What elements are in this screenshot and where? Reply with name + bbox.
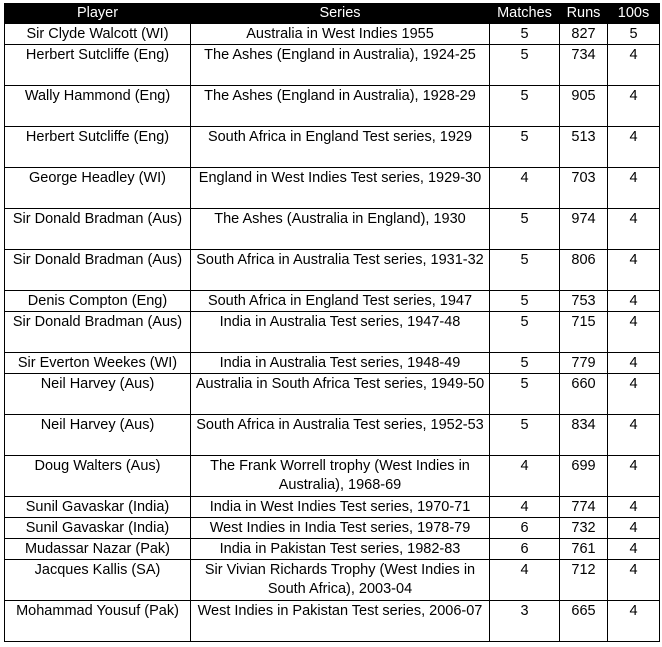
cell-player: Neil Harvey (Aus) [5, 374, 191, 415]
table-row [5, 353, 660, 374]
table-row [5, 415, 660, 456]
table-row [5, 539, 660, 560]
cell-player: Neil Harvey (Aus) [5, 415, 191, 456]
cell-100s: 4 [608, 291, 660, 312]
cell-series: Sir Vivian Richards Trophy (West Indies in South Africa), 2003-04 [191, 560, 490, 601]
cell-matches: 5 [490, 209, 560, 250]
header-series: Series [191, 4, 490, 24]
table-row [5, 86, 660, 127]
table-row [5, 312, 660, 353]
cell-series: South Africa in England Test series, 1929 [191, 127, 490, 168]
cell-matches: 5 [490, 374, 560, 415]
cell-player: Wally Hammond (Eng) [5, 86, 191, 127]
cell-runs: 513 [560, 127, 608, 168]
cell-matches: 4 [490, 456, 560, 497]
cell-runs: 779 [560, 353, 608, 374]
cell-player: Jacques Kallis (SA) [5, 560, 191, 601]
cell-player: Sir Clyde Walcott (WI) [5, 24, 191, 45]
cell-series: India in Pakistan Test series, 1982-83 [191, 539, 490, 560]
cell-player: Sir Donald Bradman (Aus) [5, 209, 191, 250]
cell-matches: 5 [490, 415, 560, 456]
cell-series: Australia in South Africa Test series, 1949-50 [191, 374, 490, 415]
cell-player: Mudassar Nazar (Pak) [5, 539, 191, 560]
cell-runs: 665 [560, 601, 608, 642]
cell-100s: 4 [608, 415, 660, 456]
cell-100s: 4 [608, 209, 660, 250]
table-row [5, 601, 660, 642]
cell-matches: 6 [490, 539, 560, 560]
cell-series: South Africa in Australia Test series, 1931-32 [191, 250, 490, 291]
cell-100s: 4 [608, 374, 660, 415]
cell-100s: 4 [608, 127, 660, 168]
cell-matches: 3 [490, 601, 560, 642]
cell-100s: 4 [608, 560, 660, 601]
cell-100s: 4 [608, 353, 660, 374]
cell-runs: 827 [560, 24, 608, 45]
cell-player: Sir Donald Bradman (Aus) [5, 312, 191, 353]
cell-player: George Headley (WI) [5, 168, 191, 209]
cell-matches: 6 [490, 518, 560, 539]
cell-runs: 715 [560, 312, 608, 353]
cell-runs: 699 [560, 456, 608, 497]
cell-runs: 703 [560, 168, 608, 209]
cell-player: Sunil Gavaskar (India) [5, 518, 191, 539]
table-row [5, 24, 660, 45]
cell-100s: 4 [608, 250, 660, 291]
cell-player: Denis Compton (Eng) [5, 291, 191, 312]
cell-player: Sir Everton Weekes (WI) [5, 353, 191, 374]
header-row [5, 4, 660, 24]
cell-matches: 5 [490, 24, 560, 45]
cell-series: South Africa in England Test series, 1947 [191, 291, 490, 312]
cell-100s: 5 [608, 24, 660, 45]
cell-100s: 4 [608, 518, 660, 539]
table-row [5, 45, 660, 86]
cell-100s: 4 [608, 45, 660, 86]
cell-100s: 4 [608, 86, 660, 127]
cell-runs: 806 [560, 250, 608, 291]
cell-100s: 4 [608, 539, 660, 560]
cell-player: Herbert Sutcliffe (Eng) [5, 127, 191, 168]
table-row [5, 127, 660, 168]
cell-runs: 761 [560, 539, 608, 560]
cell-series: Australia in West Indies 1955 [191, 24, 490, 45]
header-100s: 100s [608, 4, 660, 24]
cell-100s: 4 [608, 312, 660, 353]
table-row [5, 518, 660, 539]
header-matches: Matches [490, 4, 560, 24]
cell-series: The Ashes (Australia in England), 1930 [191, 209, 490, 250]
table-row [5, 250, 660, 291]
cell-runs: 774 [560, 497, 608, 518]
cell-matches: 4 [490, 560, 560, 601]
cell-matches: 5 [490, 291, 560, 312]
table-row [5, 497, 660, 518]
cell-100s: 4 [608, 601, 660, 642]
cell-player: Sunil Gavaskar (India) [5, 497, 191, 518]
cell-100s: 4 [608, 497, 660, 518]
cell-runs: 660 [560, 374, 608, 415]
cell-runs: 753 [560, 291, 608, 312]
records-table [4, 3, 660, 642]
cell-series: The Ashes (England in Australia), 1924-25 [191, 45, 490, 86]
cell-series: The Frank Worrell trophy (West Indies in Australia), 1968-69 [191, 456, 490, 497]
table-row [5, 560, 660, 601]
cell-matches: 5 [490, 86, 560, 127]
cell-runs: 734 [560, 45, 608, 86]
cell-100s: 4 [608, 168, 660, 209]
cell-matches: 5 [490, 127, 560, 168]
table-row [5, 456, 660, 497]
cell-series: West Indies in Pakistan Test series, 2006-07 [191, 601, 490, 642]
cell-runs: 834 [560, 415, 608, 456]
table-row [5, 168, 660, 209]
cell-series: South Africa in Australia Test series, 1952-53 [191, 415, 490, 456]
table-row [5, 209, 660, 250]
header-runs: Runs [560, 4, 608, 24]
cell-series: India in Australia Test series, 1947-48 [191, 312, 490, 353]
cell-runs: 974 [560, 209, 608, 250]
cell-matches: 5 [490, 312, 560, 353]
cell-runs: 732 [560, 518, 608, 539]
cell-player: Sir Donald Bradman (Aus) [5, 250, 191, 291]
cell-series: The Ashes (England in Australia), 1928-29 [191, 86, 490, 127]
cell-player: Doug Walters (Aus) [5, 456, 191, 497]
cell-series: England in West Indies Test series, 1929-30 [191, 168, 490, 209]
cell-matches: 5 [490, 353, 560, 374]
cell-matches: 4 [490, 168, 560, 209]
table-row [5, 291, 660, 312]
cell-100s: 4 [608, 456, 660, 497]
cell-matches: 5 [490, 250, 560, 291]
cell-matches: 5 [490, 45, 560, 86]
cell-player: Mohammad Yousuf (Pak) [5, 601, 191, 642]
cell-matches: 4 [490, 497, 560, 518]
cell-player: Herbert Sutcliffe (Eng) [5, 45, 191, 86]
cell-series: India in West Indies Test series, 1970-71 [191, 497, 490, 518]
cell-runs: 712 [560, 560, 608, 601]
cell-series: India in Australia Test series, 1948-49 [191, 353, 490, 374]
cell-series: West Indies in India Test series, 1978-79 [191, 518, 490, 539]
header-player: Player [5, 4, 191, 24]
table-row [5, 374, 660, 415]
cell-runs: 905 [560, 86, 608, 127]
